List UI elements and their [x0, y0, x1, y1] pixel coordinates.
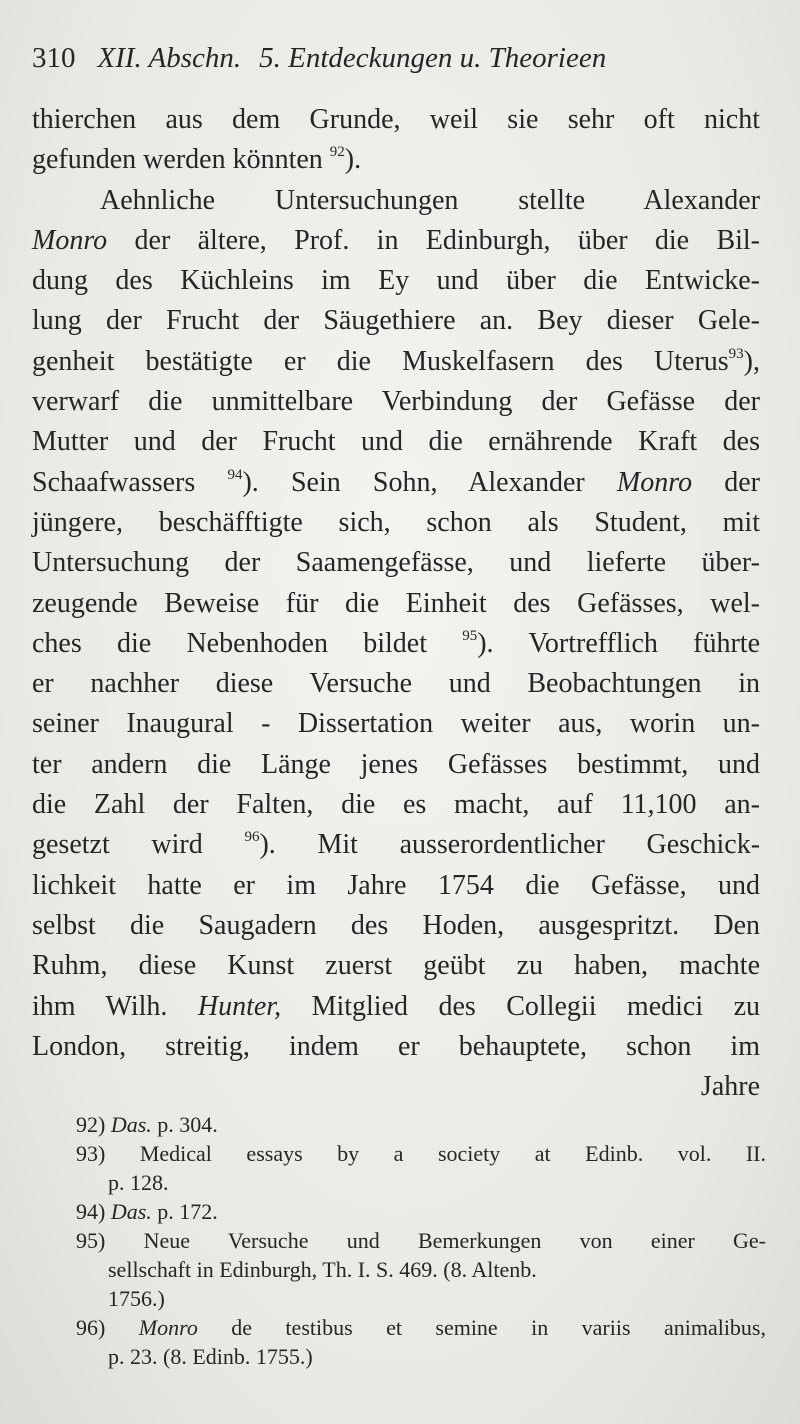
- catchword: Jahre: [700, 1071, 760, 1103]
- person-name: Monro: [616, 466, 693, 498]
- footnote-ref[interactable]: 93: [728, 345, 744, 362]
- footnote-ref[interactable]: 94: [227, 466, 243, 483]
- text-line: verwarf die unmittelbare Verbindung der Gefässe der: [32, 386, 760, 418]
- body-text: [32, 100, 760, 1107]
- footnote-ref[interactable]: 92: [329, 144, 345, 161]
- text-line: lichkeit hatte er im Jahre 1754 die Gefässe, und: [32, 869, 760, 901]
- text-line: genheit bestätigte er die Muskelfasern des Uterus$^{93}$),: [32, 345, 760, 377]
- person-name: Monro: [32, 224, 108, 256]
- text-line: Mutter und der Frucht und die ernährende Kraft des: [32, 426, 760, 458]
- section-label: XII. Abschn.: [97, 42, 242, 74]
- footnote-92: 92) Das. p. 304.: [76, 1112, 218, 1137]
- text-line: zeugende Beweise für die Einheit des Gefässes, wel-: [32, 587, 760, 619]
- text-line: Monro der ältere, Prof. in Edinburgh, über die Bil-: [32, 224, 761, 256]
- text-line: Schaafwassers $^{94}$). Sein Sohn, Alexander Monro der: [32, 466, 761, 498]
- text-line: thierchen aus dem Grunde, weil sie sehr oft nicht: [32, 104, 760, 135]
- text-line: London, streitig, indem er behauptete, schon im: [32, 1030, 760, 1062]
- footnote-93: 93) Medical essays by a society at Edinb. vol. II. p. 128.: [76, 1141, 766, 1195]
- text-line: Ruhm, diese Kunst zuerst geübt zu haben, machte: [32, 950, 760, 982]
- page-number: 310: [32, 42, 76, 74]
- text-line: seiner Inaugural - Dissertation weiter aus, worin un-: [32, 708, 760, 740]
- footnote-95: 95) Neue Versuche und Bemerkungen von einer Ge- sellschaft in Edinburgh, Th. I. S. 469. (8. Altenb. 1756.): [76, 1228, 767, 1311]
- footnotes: [76, 1110, 766, 1371]
- text-line: er nachher diese Versuche und Beobachtungen in: [32, 668, 760, 700]
- text-line: gefunden werden könnten $^{92}$).: [32, 144, 362, 176]
- text-line: die Zahl der Falten, die es macht, auf 11,100 an-: [32, 789, 760, 821]
- text-line: selbst die Saugadern des Hoden, ausgespritzt. Den: [32, 909, 760, 941]
- text-line: ter andern die Länge jenes Gefässes bestimmt, und: [32, 748, 760, 780]
- running-header: [32, 42, 772, 82]
- footnote-96: 96) Monro de testibus et semine in variis animalibus, p. 23. (8. Edinb. 1755.): [76, 1315, 766, 1369]
- footnote-ref[interactable]: 95: [462, 627, 478, 644]
- section-title: 5. Entdeckungen u. Theorieen: [259, 42, 607, 74]
- text-line: jüngere, beschäfftigte sich, schon als Student, mit: [32, 506, 760, 538]
- text-line: dung des Küchleins im Ey und über die Entwicke-: [32, 265, 760, 297]
- text-line: gesetzt wird $^{96}$). Mit ausserordentlicher Geschick-: [32, 829, 761, 861]
- text-line: ches die Nebenhoden bildet $^{95}$). Vortrefflich führte: [32, 627, 761, 659]
- text-line: Aehnliche Untersuchungen stellte Alexander: [100, 184, 760, 216]
- person-name: Hunter,: [197, 990, 282, 1022]
- text-line: ihm Wilh. Hunter, Mitglied des Collegii medici zu: [32, 990, 761, 1022]
- footnote-ref[interactable]: 96: [244, 829, 260, 846]
- footnote-94: 94) Das. p. 172.: [76, 1199, 218, 1224]
- text-line: lung der Frucht der Säugethiere an. Bey dieser Gele-: [32, 305, 760, 337]
- text-line: Untersuchung der Saamengefässe, und lieferte über-: [32, 547, 760, 579]
